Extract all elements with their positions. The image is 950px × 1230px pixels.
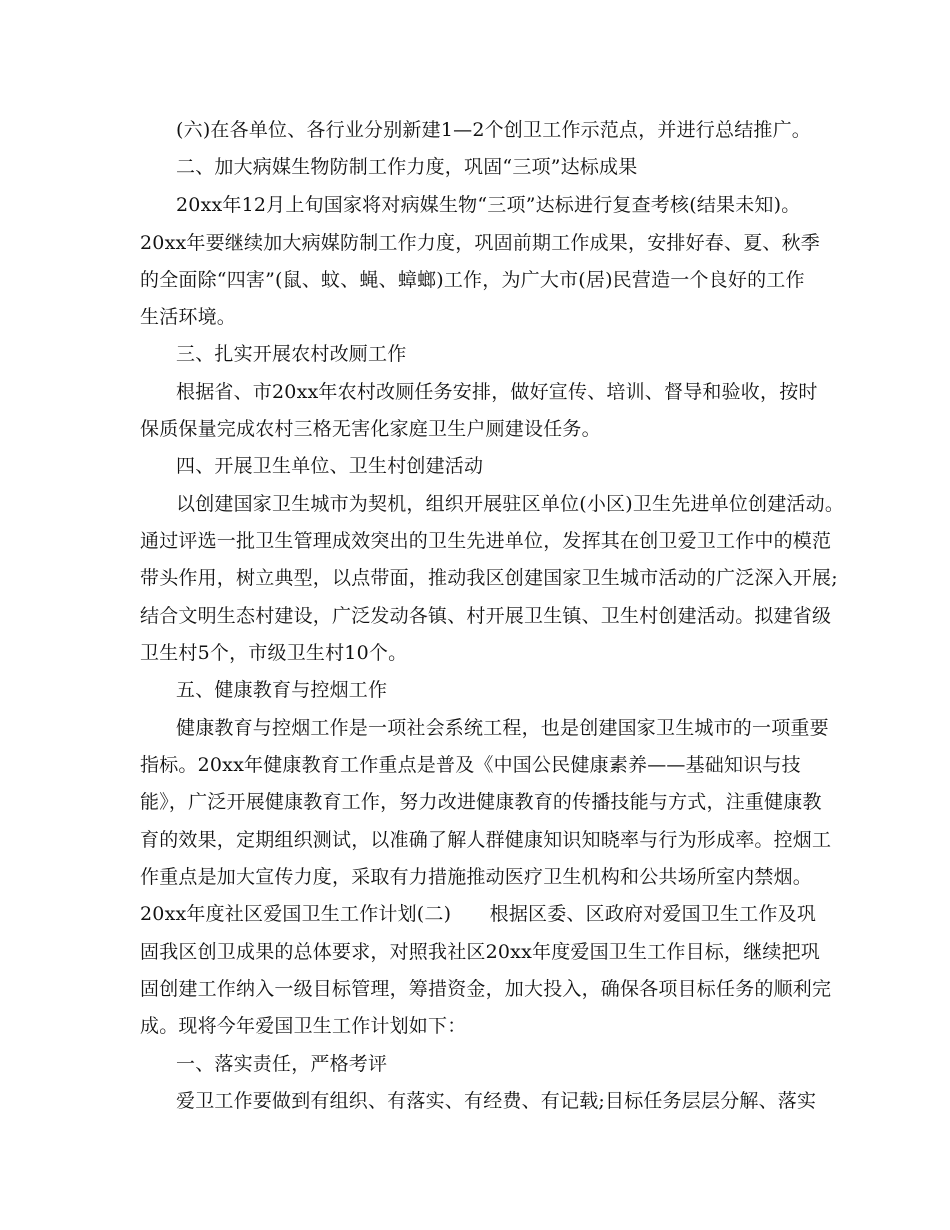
text-line: 根据省、市20xx年农村改厕任务安排，做好宣传、培训、督导和验收，按时 <box>176 381 818 403</box>
section-heading: 三、扎实开展农村改厕工作 <box>176 343 407 365</box>
text-line: 成。现将今年爱国卫生工作计划如下： <box>140 1015 467 1037</box>
text-line: 的全面除“四害”(鼠、蚊、蝇、蟑螂)工作，为广大市(居)民营造一个良好的工作 <box>140 269 805 291</box>
text-line: 健康教育与控烟工作是一项社会系统工程，也是创建国家卫生城市的一项重要 <box>176 717 829 739</box>
text-line: 固创建工作纳入一级目标管理，筹措资金，加大投入，确保各项目标任务的顺利完 <box>140 978 832 1000</box>
text-line: 固我区创卫成果的总体要求，对照我社区20xx年度爱国卫生工作目标，继续把巩 <box>140 941 821 963</box>
text-line: 能》，广泛开展健康教育工作，努力改进健康教育的传播技能与方式，注重健康教 <box>140 791 822 813</box>
text-line: 爱卫工作要做到有组织、有落实、有经费、有记载;目标任务层层分解、落实 <box>176 1090 817 1112</box>
text-line: 20xx年要继续加大病媒防制工作力度，巩固前期工作成果，安排好春、夏、秋季 <box>140 232 821 254</box>
text-line: 结合文明生态村建设，广泛发动各镇、村开展卫生镇、卫生村创建活动。拟建省级 <box>140 605 832 627</box>
text-line: 指标。20xx年健康教育工作重点是普及《中国公民健康素养——基础知识与技 <box>140 754 801 776</box>
text-line: 以创建国家卫生城市为契机，组织开展驻区单位(小区)卫生先进单位创建活动。 <box>176 493 845 515</box>
text-line: 卫生村5个，市级卫生村10个。 <box>140 642 408 664</box>
section-heading: 四、开展卫生单位、卫生村创建活动 <box>176 455 484 477</box>
text-line: 保质保量完成农村三格无害化家庭卫生户厕建设任务。 <box>140 418 601 440</box>
text-line: 生活环境。 <box>140 306 237 328</box>
text-line: 20xx年度社区爱国卫生工作计划(二) 根据区委、区政府对爱国卫生工作及巩 <box>140 903 817 925</box>
section-heading: 二、加大病媒生物防制工作力度，巩固“三项”达标成果 <box>176 156 638 178</box>
text-line: 通过评选一批卫生管理成效突出的卫生先进单位，发挥其在创卫爱卫工作中的模范 <box>140 530 832 552</box>
text-line: 带头作用，树立典型，以点带面，推动我区创建国家卫生城市活动的广泛深入开展; <box>140 567 838 589</box>
text-line: (六)在各单位、各行业分别新建1—2个创卫工作示范点，并进行总结推广。 <box>176 119 812 141</box>
section-heading: 一、落实责任，严格考评 <box>176 1053 388 1075</box>
section-heading: 五、健康教育与控烟工作 <box>176 679 388 701</box>
text-line: 20xx年12月上旬国家将对病媒生物“三项”达标进行复查考核(结果未知)。 <box>176 194 801 216</box>
text-line: 作重点是加大宣传力度，采取有力措施推动医疗卫生机构和公共场所室内禁烟。 <box>140 866 813 888</box>
text-line: 育的效果，定期组织测试，以准确了解人群健康知识知晓率与行为形成率。控烟工 <box>140 829 832 851</box>
